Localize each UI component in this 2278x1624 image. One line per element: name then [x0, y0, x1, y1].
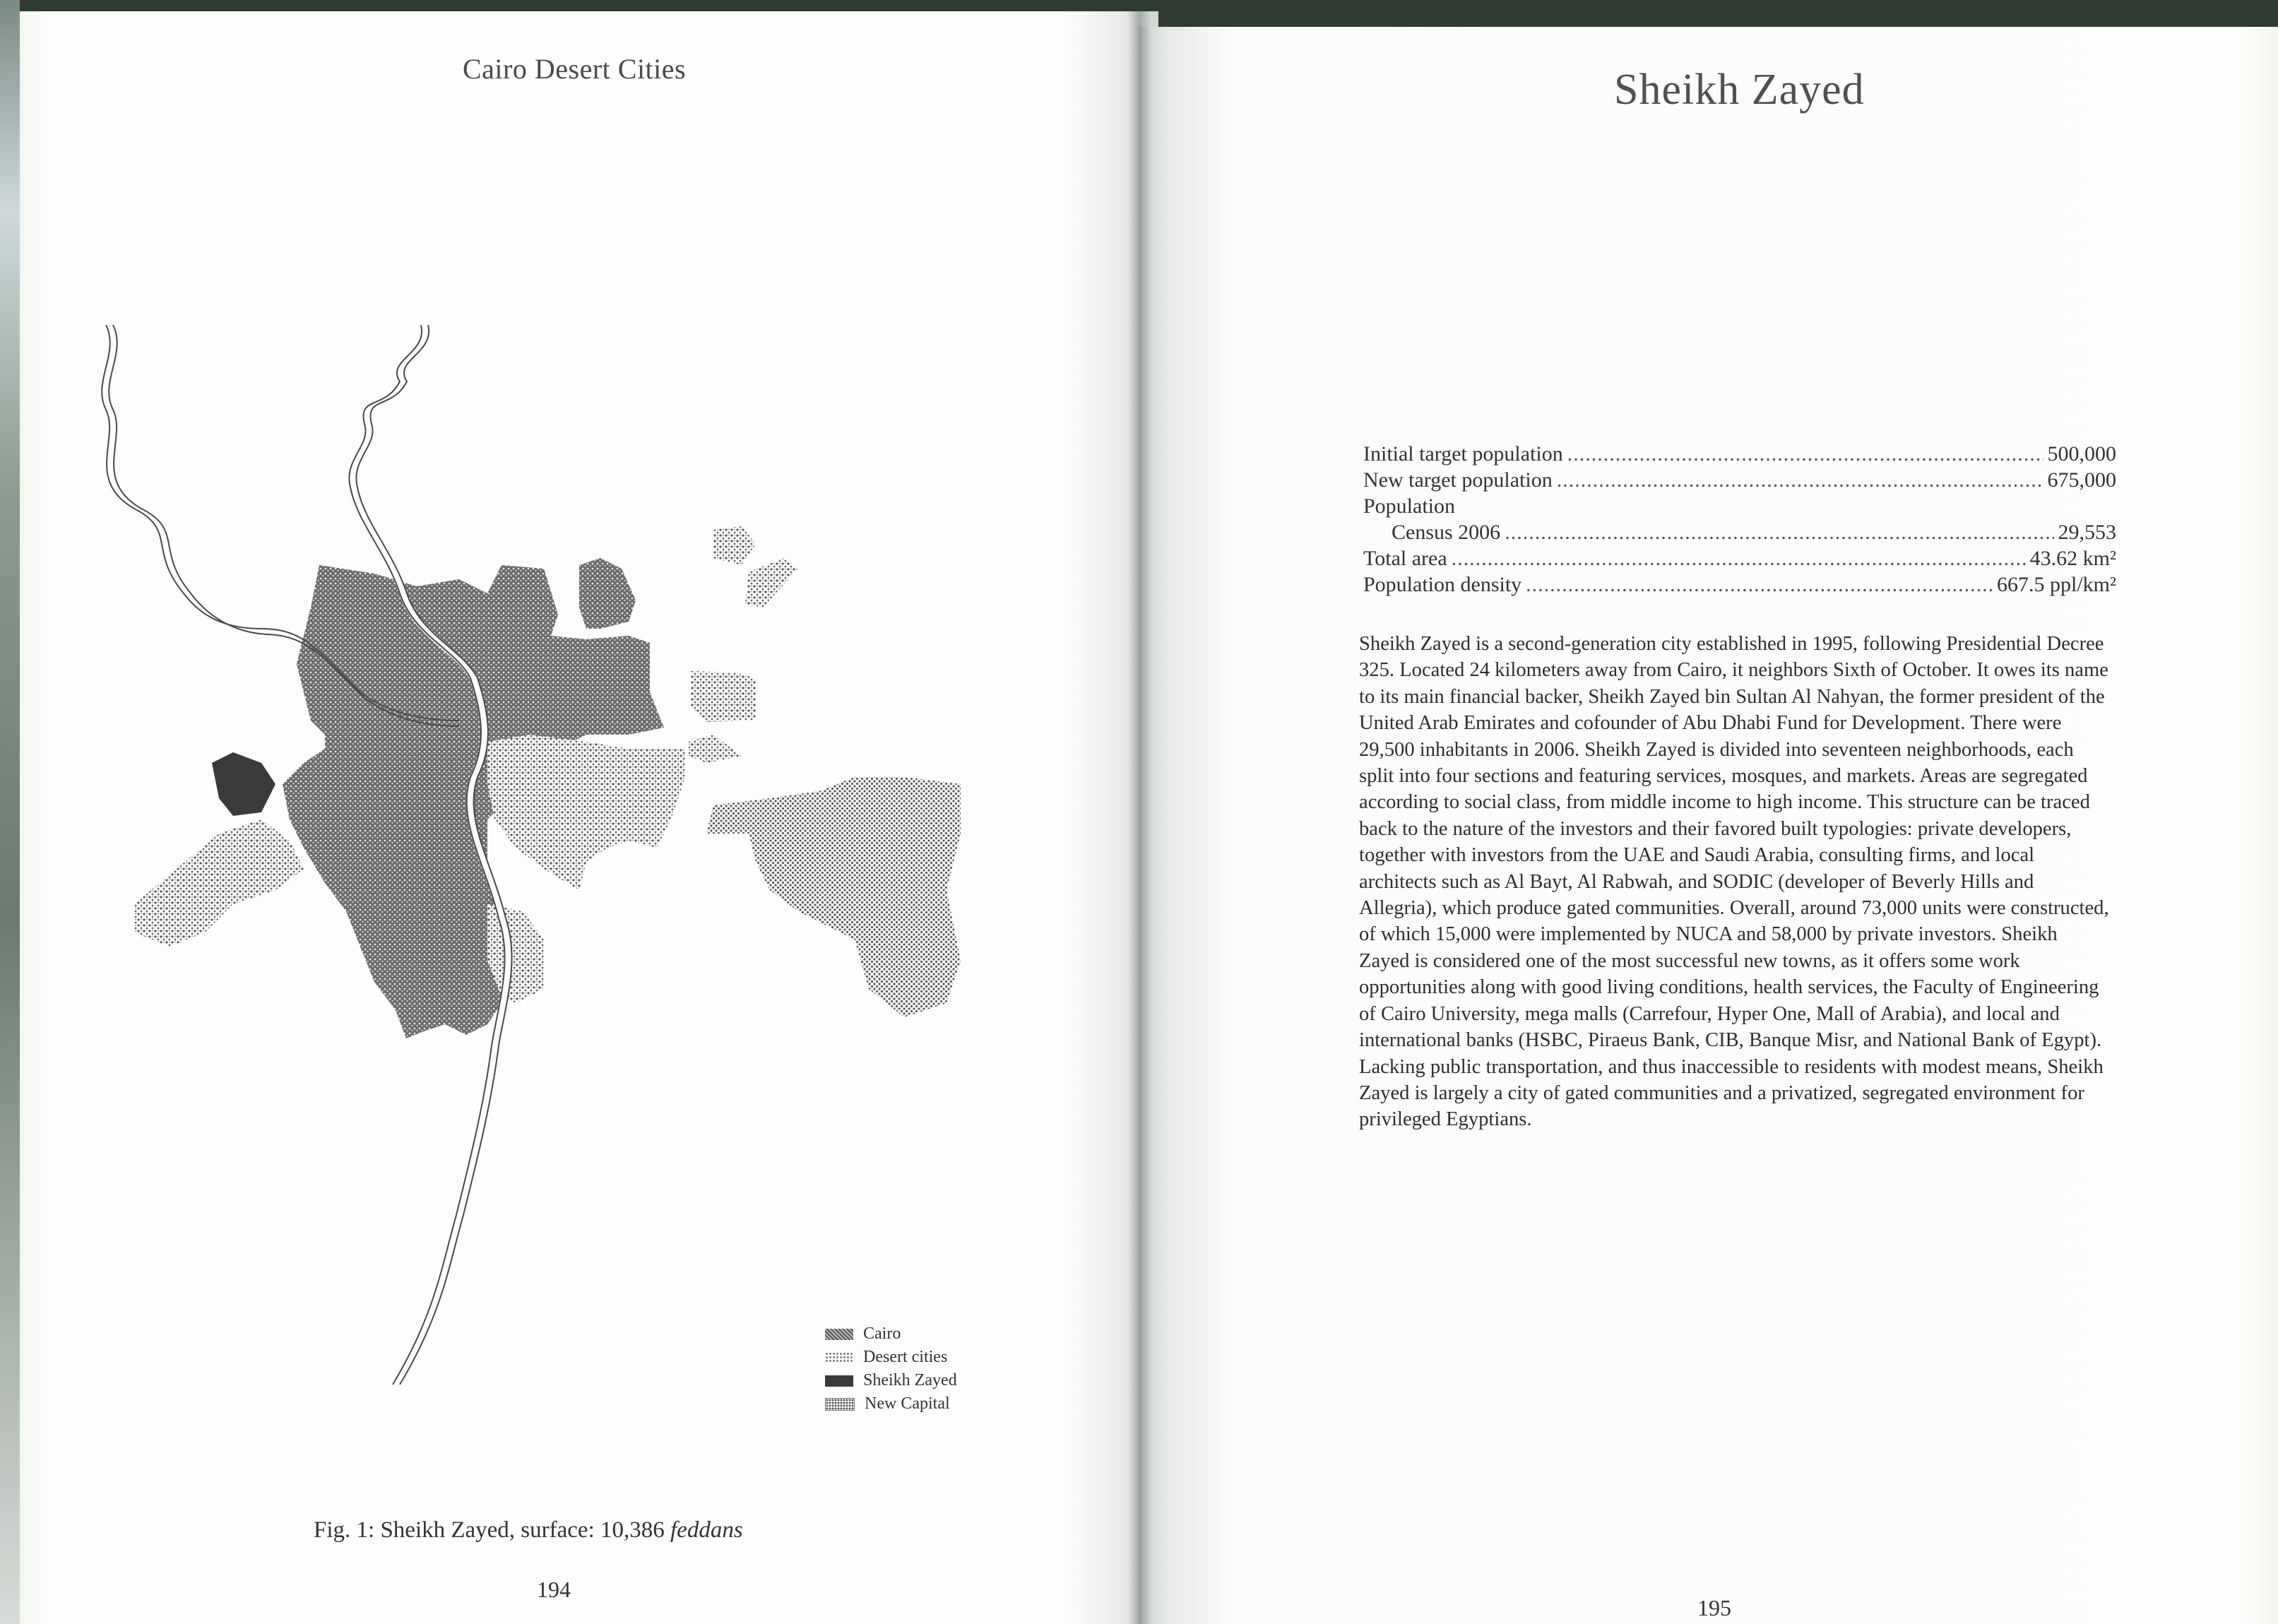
book-gutter	[1127, 11, 1151, 1624]
page-number-right: 195	[1697, 1595, 1731, 1620]
stat-label: Population density	[1363, 573, 1522, 596]
map-region-new-capital	[706, 777, 961, 1017]
map-legend	[825, 1322, 957, 1416]
map-region-desert-city	[745, 558, 798, 607]
stat-label: New target population	[1363, 468, 1553, 492]
map-region-desert-city	[134, 819, 304, 947]
stat-label: Census 2006	[1392, 521, 1501, 544]
legend-swatch-new-capital	[825, 1398, 855, 1411]
page-number-left: 194	[537, 1577, 571, 1602]
map-region-desert-city	[689, 735, 742, 763]
figure-caption	[314, 1517, 743, 1543]
map-region-desert-city	[487, 735, 685, 890]
stat-row	[1363, 571, 2116, 598]
figure-caption-text: Fig. 1: Sheikh Zayed, surface: 10,386	[314, 1517, 665, 1543]
legend-swatch-cairo	[825, 1329, 853, 1340]
dot-leader	[1452, 545, 2026, 571]
legend-label: Desert cities	[863, 1348, 948, 1366]
map-region-desert-city	[691, 671, 756, 722]
legend-item	[825, 1346, 957, 1369]
map-region-desert-city	[713, 526, 756, 565]
figure-caption-unit: feddans	[670, 1517, 743, 1543]
legend-item	[825, 1369, 957, 1392]
stat-row	[1363, 493, 2116, 519]
legend-label: New Capital	[865, 1394, 950, 1413]
stat-value: 43.62 km²	[2029, 547, 2116, 570]
stat-label: Initial target population	[1363, 442, 1563, 466]
dot-leader	[1526, 571, 1993, 598]
stat-row	[1363, 441, 2116, 467]
stat-value: 29,553	[2058, 521, 2116, 544]
background-edge	[0, 0, 20, 1624]
stat-value: 667.5 ppl/km²	[1997, 573, 2116, 596]
stats-table	[1363, 441, 2116, 598]
legend-item	[825, 1392, 957, 1416]
stat-row	[1363, 467, 2116, 493]
cairo-map-figure	[92, 325, 1060, 1427]
page-title: Sheikh Zayed	[1614, 66, 1865, 114]
legend-label: Sheikh Zayed	[863, 1371, 957, 1389]
stat-value: 500,000	[2047, 442, 2116, 466]
legend-label: Cairo	[863, 1324, 901, 1343]
dot-leader	[1557, 467, 2043, 493]
body-paragraph: Sheikh Zayed is a second-generation city established in 1995, following Presidential Decree 325. Located 24 kilometers away from Cairo, it neighbors Sixth of October. It owes its name to its main financial backer, Sheikh Zayed bin Sultan Al Nahyan, the former president of the United Arab Emirates and cofounder of Abu Dhabi Fund for Development. There were 29,500 inhabitants in 2006. Sheikh Zayed is divided into seventeen neighborhoods, each split into four sections and featuring services, mosques, and markets. Areas are segregated according to social class, from middle income to high income. This structure can be traced back to the nature of the investors and their favored built typologies: private developers, together with investors from the UAE and Saudi Arabia, consulting firms, and local architects such as Al Bayt, Al Rabwah, and SODIC (developer of Beverly Hills and Allegria), which produce gated communities. Overall, around 73,000 units were constructed, of which 15,000 were implemented by NUCA and 58,000 by private investors. Sheikh Zayed is considered one of the most successful new towns, as it offers some work opportunities along with good living conditions, health services, the Faculty of Engineering of Cairo University, mega malls (Carrefour, Hyper One, Mall of Arabia), and local and international banks (HSBC, Piraeus Bank, CIB, Banque Misr, and National Bank of Egypt). Lacking public transportation, and thus inaccessible to residents with modest means, Sheikh Zayed is largely a city of gated communities and a privatized, segregated environment for privileged Egyptians.	[1359, 633, 2109, 1131]
map-region-cairo	[579, 558, 636, 629]
stat-row	[1363, 545, 2116, 571]
stat-label: Total area	[1363, 547, 1447, 570]
dot-leader	[1567, 441, 2043, 467]
map-region-sheikh-zayed[interactable]	[212, 752, 275, 816]
legend-item	[825, 1322, 957, 1346]
stat-label: Population	[1363, 494, 1456, 518]
stat-value: 675,000	[2047, 468, 2116, 492]
stat-row	[1363, 519, 2116, 545]
legend-swatch-sheikh-zayed	[825, 1375, 853, 1387]
dot-leader	[1505, 519, 2053, 545]
running-head: Cairo Desert Cities	[463, 53, 687, 85]
legend-swatch-desert-cities	[825, 1352, 853, 1363]
